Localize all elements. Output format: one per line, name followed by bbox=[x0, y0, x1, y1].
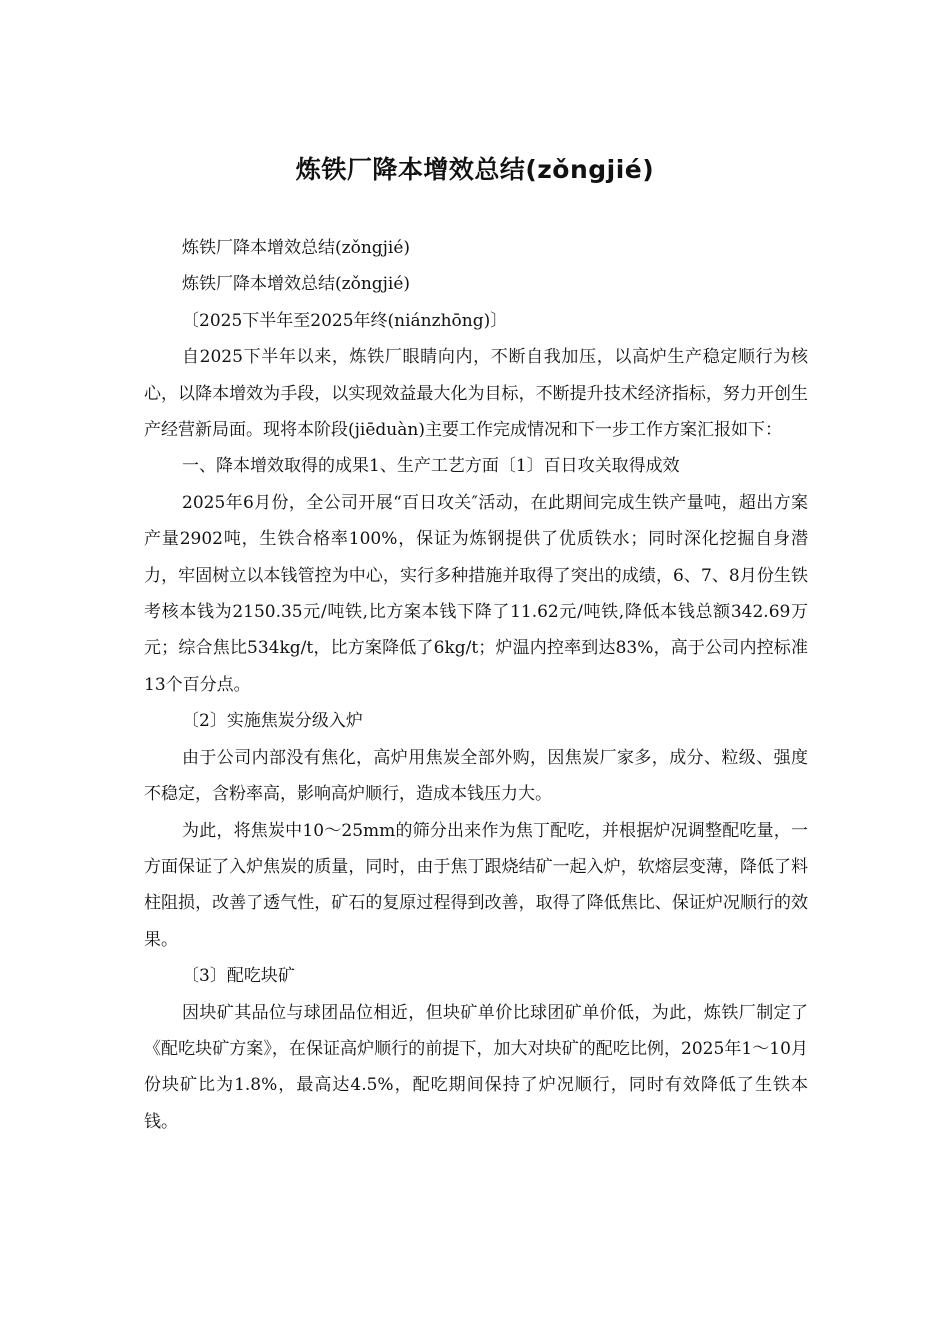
paragraph: 炼铁厂降本增效总结(zǒngjié) bbox=[182, 238, 411, 258]
paragraph: 为此，将焦炭中10～25mm的筛分出来作为焦丁配吃，并根据炉况调整配吃量，一方面保证了入炉焦炭的质量，同时，由于焦丁跟烧结矿一起入炉，软熔层变薄，降低了料柱阻损，改善了透气性，矿石的复原过程得到改善，取得了降低焦比、保证炉况顺行的效果。 bbox=[144, 820, 808, 950]
document-title: 炼铁厂降本增效总结(zǒngjié) bbox=[295, 155, 655, 184]
paragraph: 因块矿其品位与球团品位相近，但块矿单价比球团矿单价低，为此，炼铁厂制定了《配吃块矿方案》，在保证高炉顺行的前提下，加大对块矿的配吃比例，2025年1～10月份块矿比为1.8%，最高达4.5%，配吃期间保持了炉况顺行，同时有效降低了生铁本钱。 bbox=[144, 1002, 808, 1132]
paragraph: 2025年6月份，全公司开展“百日攻关″活动，在此期间完成生铁产量吨，超出方案产量2902吨，生铁合格率100%，保证为炼钢提供了优质铁水；同时深化挖掘自身潜力，牢固树立以本钱管控为中心，实行多种措施并取得了突出的成绩，6、7、8月份生铁考核本钱为2150.35元/吨铁,比方案本钱下降了11.62元/吨铁,降低本钱总额342.69万元；综合焦比534kg/t，比方案降低了6kg/t；炉温内控率到达83%，高于公司内控标准13个百分点。 bbox=[144, 492, 808, 695]
paragraph: 自2025下半年以来，炼铁厂眼睛向内，不断自我加压，以高炉生产稳定顺行为核心，以降本增效为手段，以实现效益最大化为目标，不断提升技术经济指标，努力开创生产经营新局面。现将本阶段(jiēduàn)主要工作完成情况和下一步工作方案汇报如下： bbox=[144, 347, 808, 441]
document-body bbox=[144, 230, 808, 1140]
paragraph: 〔3〕配吃块矿 bbox=[182, 966, 295, 987]
paragraph: 〔2025下半年至2025年终(niánzhōng)〕 bbox=[182, 310, 508, 331]
paragraph: 炼铁厂降本增效总结(zǒngjié) bbox=[182, 274, 411, 295]
paragraph: 一、降本增效取得的成果1、生产工艺方面〔1〕百日攻关取得成效 bbox=[182, 456, 680, 477]
paragraph: 由于公司内部没有焦化，高炉用焦炭全部外购，因焦炭厂家多，成分、粒级、强度不稳定，含粉率高，影响高炉顺行，造成本钱压力大。 bbox=[144, 747, 808, 805]
paragraph: 〔2〕实施焦炭分级入炉 bbox=[182, 711, 363, 732]
